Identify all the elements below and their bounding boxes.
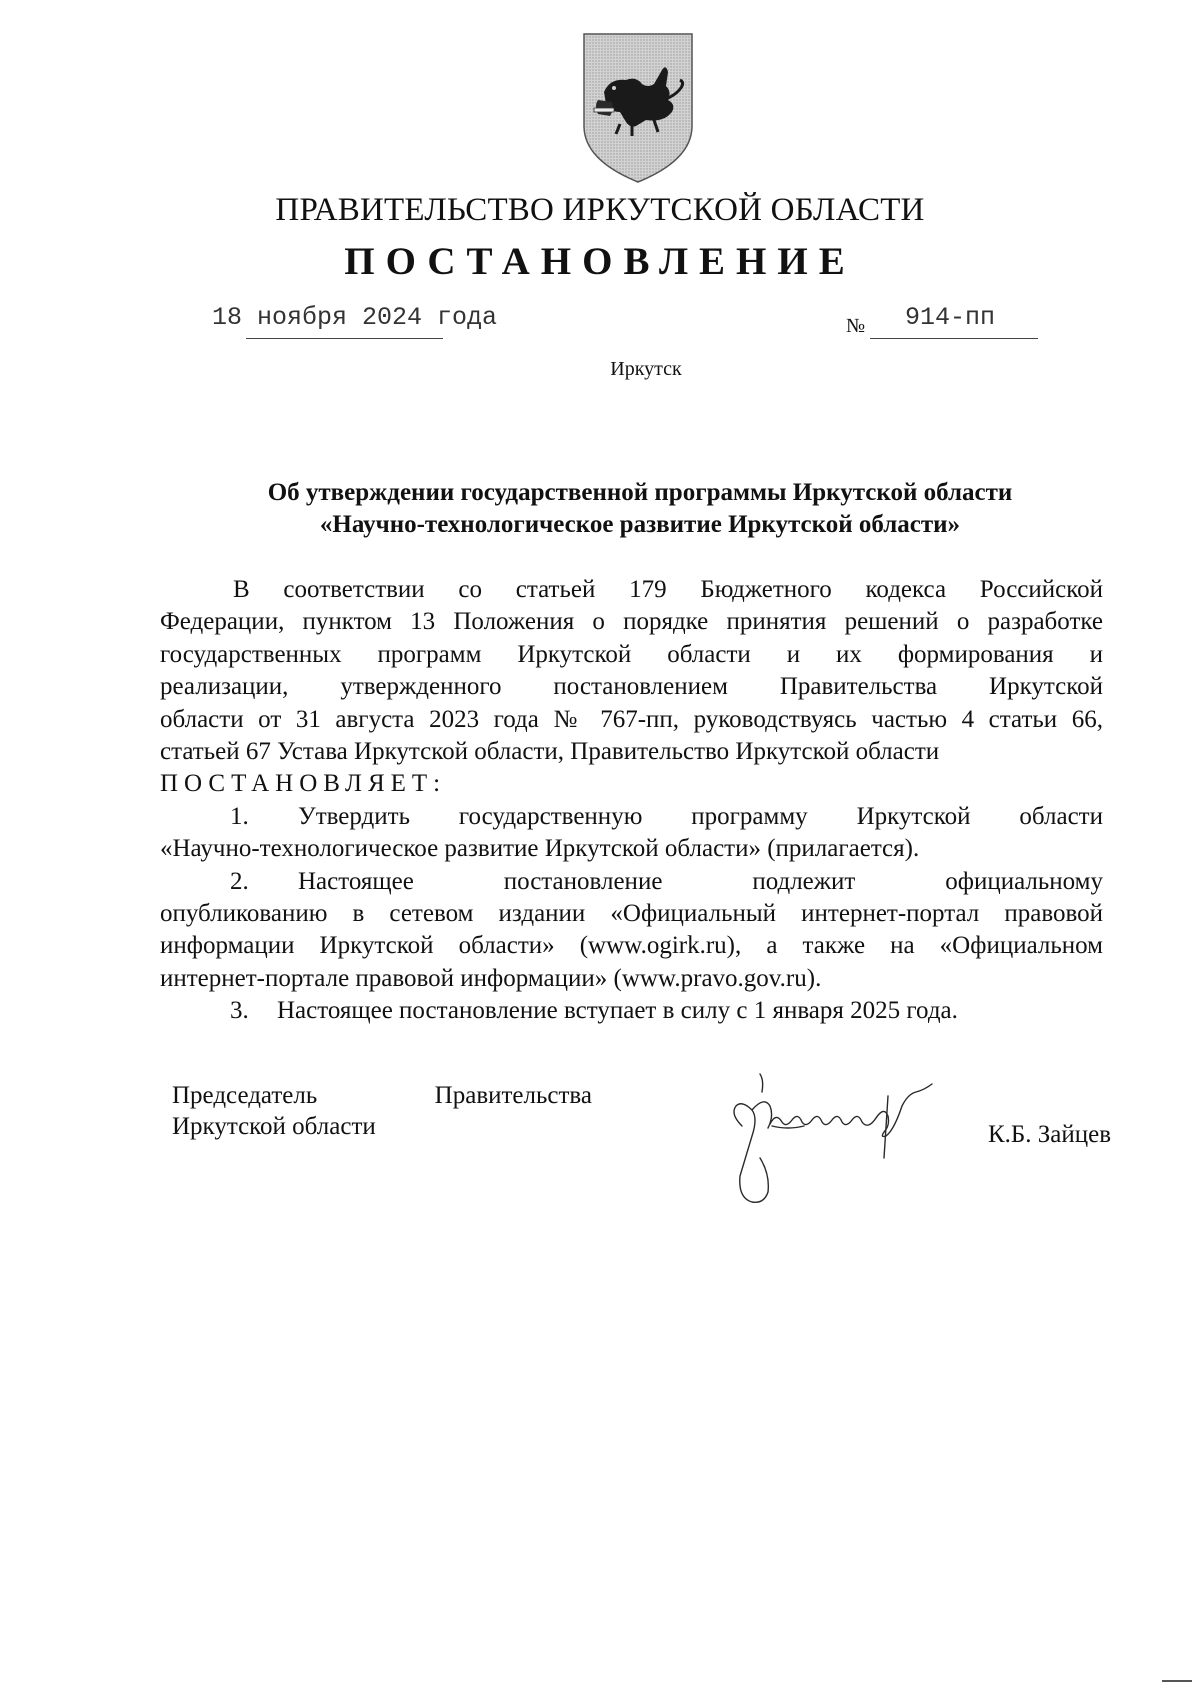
document-body <box>160 574 1103 1027</box>
coat-of-arms-emblem <box>580 30 696 186</box>
city-name: Иркутск <box>610 358 682 380</box>
document-date: 18 ноября 2024 года <box>212 303 498 332</box>
item-text: Утвердить государственную программу Иркутской области <box>298 802 1103 830</box>
intro-line: государственных программ Иркутской области и их формирования и <box>160 640 1103 668</box>
intro-line: области от 31 августа 2023 года № 767-пп, руководствуясь частью 4 статьи 66, <box>160 705 1103 733</box>
document-type-title: ПОСТАНОВЛЕНИЕ <box>344 240 856 283</box>
item-number: 1. <box>230 802 249 830</box>
heading-line-1: Об утверждении государственной программы Иркутской области <box>267 479 1013 506</box>
signatory-position <box>172 1080 592 1142</box>
item-text: Настоящее постановление подлежит официальному <box>298 867 1103 895</box>
signatory-name: К.Б. Зайцев <box>988 1121 1112 1148</box>
list-item-2 <box>160 866 1103 898</box>
position-word-government: Правительства <box>434 1082 592 1109</box>
item-continuation: опубликованию в сетевом издании «Официальный интернет-портал правовой <box>160 899 1103 927</box>
document-heading <box>160 477 1120 541</box>
item-number: 2. <box>230 867 249 895</box>
decree-word: ПОСТАНОВЛЯЕТ: <box>160 770 447 798</box>
intro-line: статьей 67 Устава Иркутской области, Правительство Иркутской области <box>160 737 940 765</box>
position-line-2: Иркутской области <box>172 1113 376 1140</box>
intro-line: В соответствии со статьей 179 Бюджетного кодекса Российской <box>233 576 1103 603</box>
item-number: 3. <box>230 997 249 1025</box>
date-underline <box>246 338 443 339</box>
intro-line: Федерации, пунктом 13 Положения о порядке принятия решений о разработке <box>160 608 1103 636</box>
number-underline <box>870 338 1038 339</box>
list-item-1 <box>160 801 1103 833</box>
number-sign: № <box>846 315 866 337</box>
intro-line: реализации, утвержденного постановлением Правительства Иркутской <box>160 673 1103 701</box>
heading-line-2: «Научно-технологическое развитие Иркутской области» <box>319 511 961 538</box>
item-continuation: «Научно-технологическое развитие Иркутской области» (прилагается). <box>160 835 920 863</box>
document-number: 914-пп <box>905 303 996 332</box>
scan-edge-mark <box>1162 1680 1192 1682</box>
government-name: ПРАВИТЕЛЬСТВО ИРКУТСКОЙ ОБЛАСТИ <box>275 192 925 228</box>
handwritten-signature <box>712 1066 962 1226</box>
list-item-3 <box>160 995 1103 1027</box>
position-word-chairman: Председатель <box>172 1082 318 1109</box>
item-continuation: интернет-портале правовой информации» (www.pravo.gov.ru). <box>160 964 822 992</box>
item-text: Настоящее постановление вступает в силу с 1 января 2025 года. <box>277 997 958 1025</box>
item-continuation: информации Иркутской области» (www.ogirk.ru), а также на «Официальном <box>160 932 1103 960</box>
position-line-1 <box>172 1080 592 1111</box>
